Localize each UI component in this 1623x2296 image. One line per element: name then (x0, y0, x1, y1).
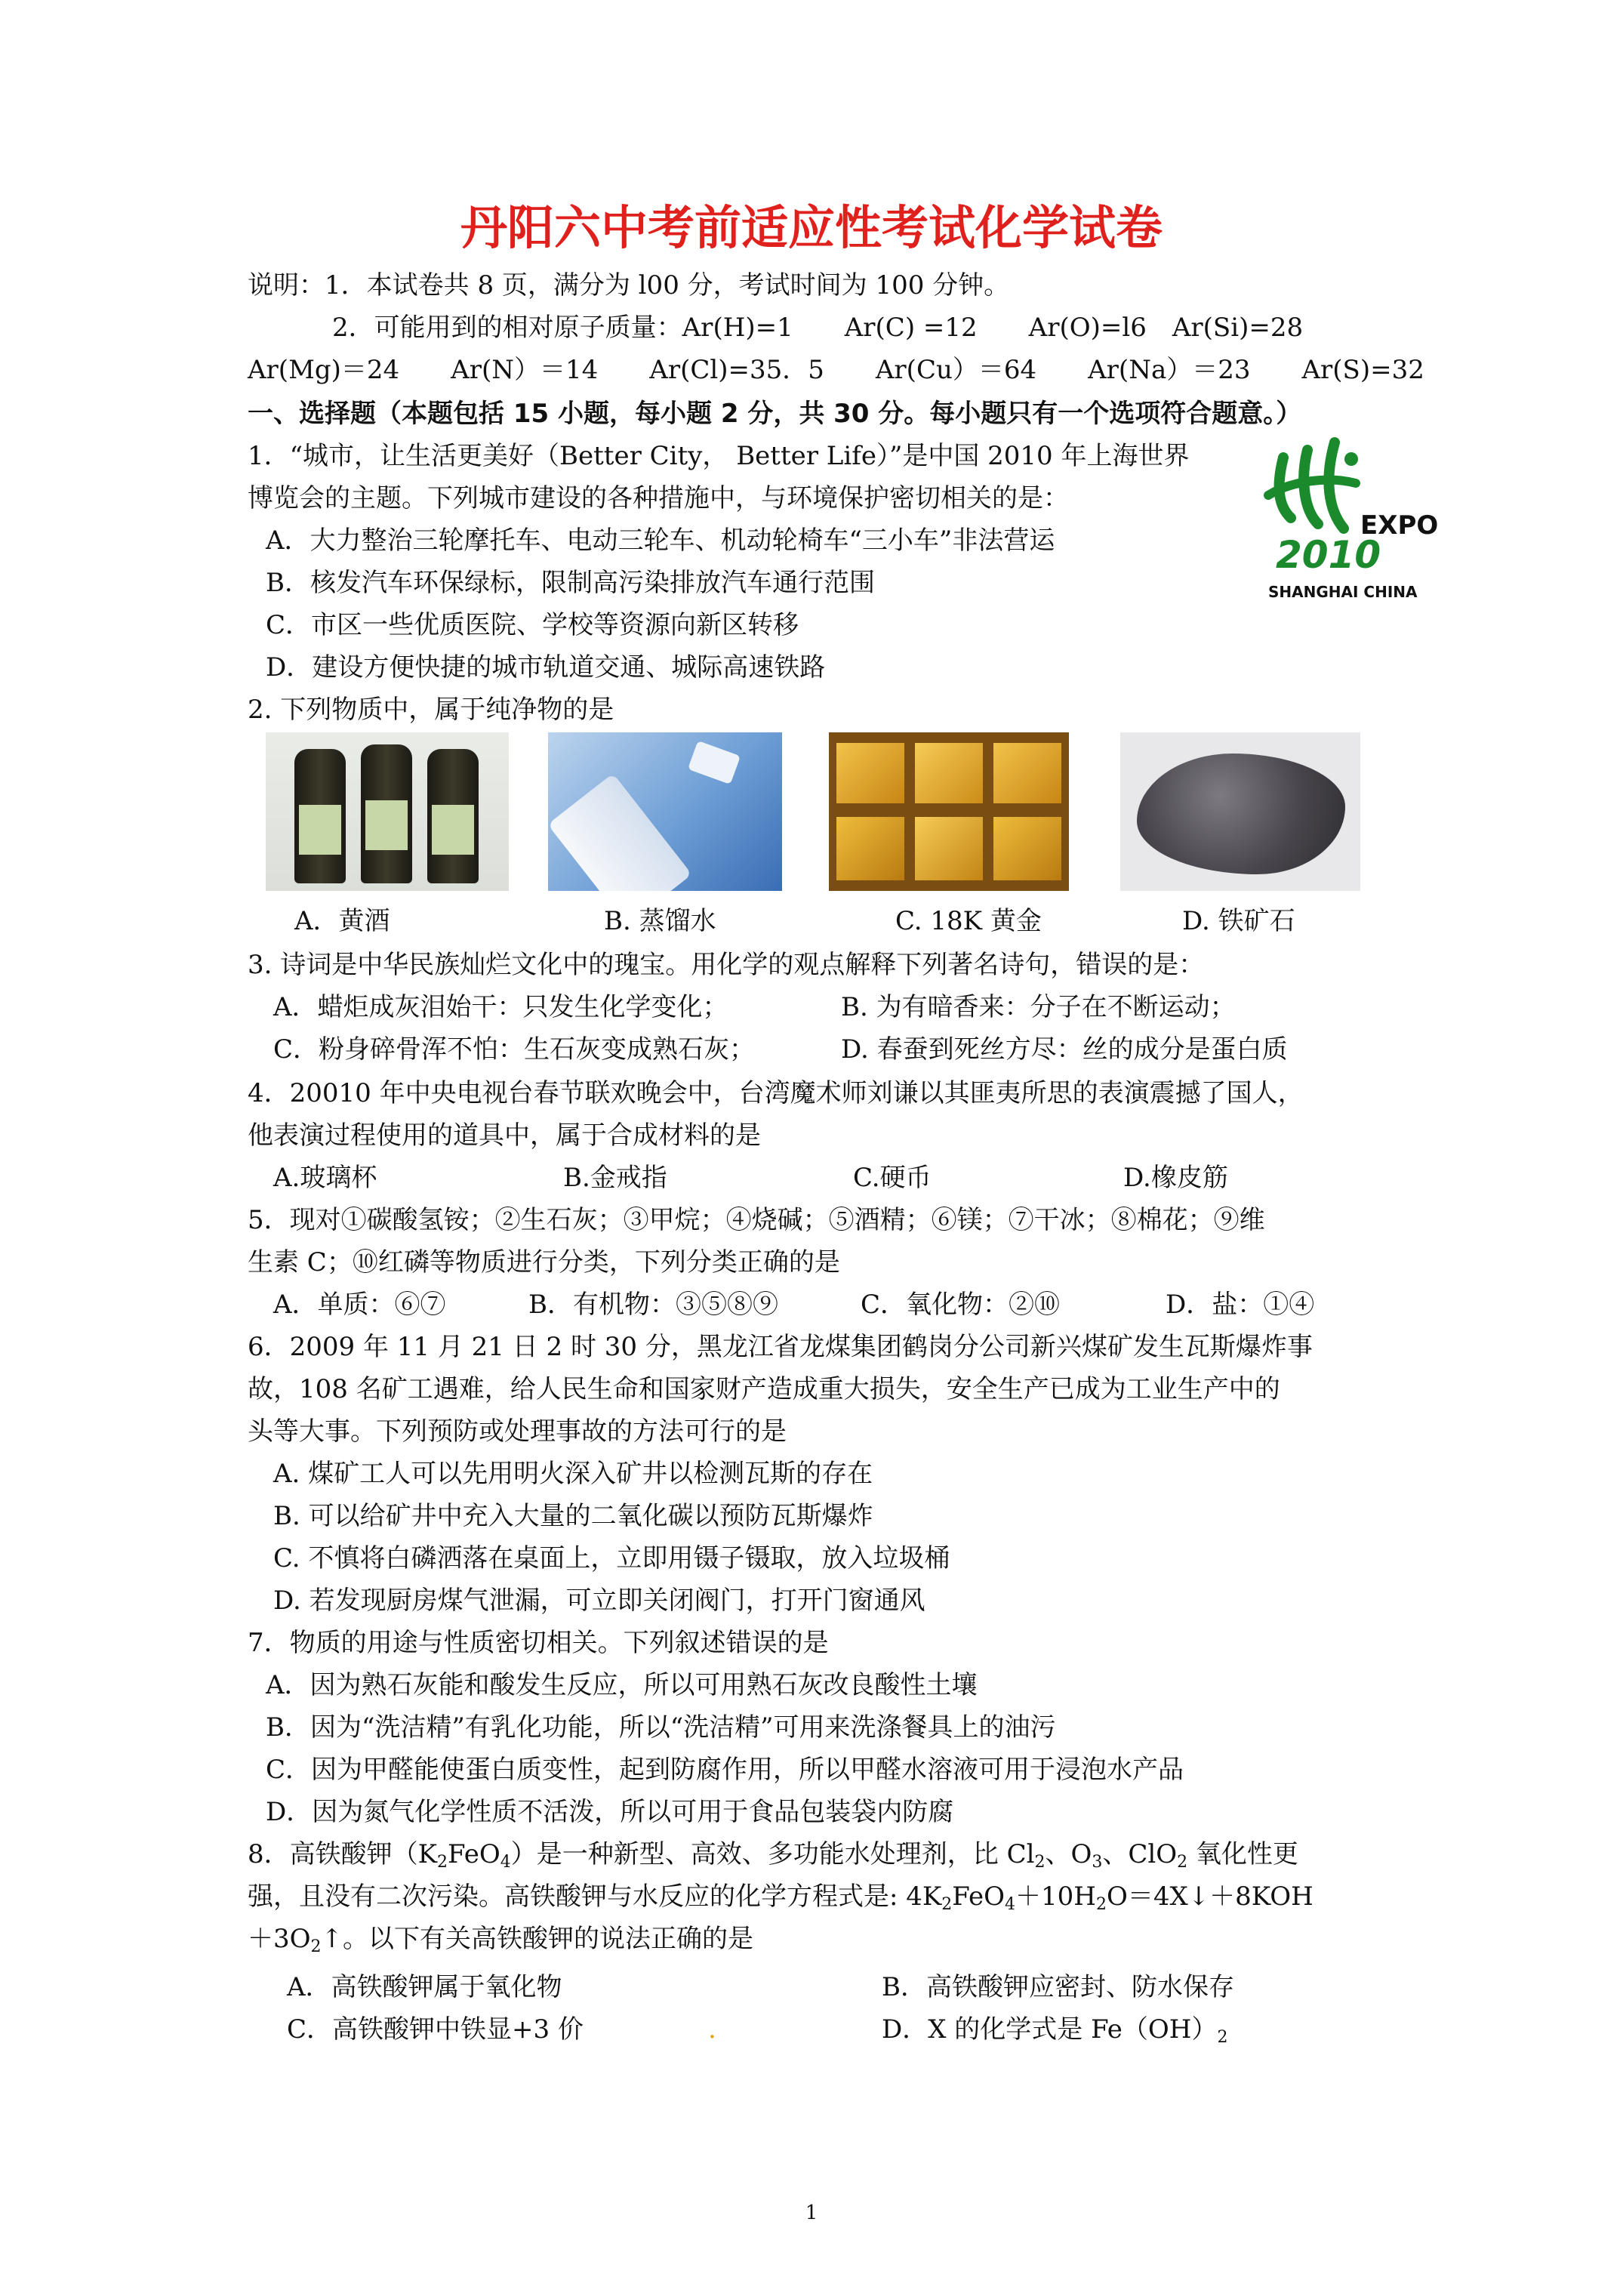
q2-option-b: B. 蒸馏水 (604, 906, 716, 936)
q3-option-b: B. 为有暗香来：分子在不断运动； (841, 992, 1236, 1022)
distilled-water-photo (548, 732, 782, 891)
q5-option-c: C．氧化物：②⑩ (861, 1290, 1061, 1320)
stray-dot: . (708, 2014, 716, 2045)
q7-option-b: B．因为“洗洁精”有乳化功能，所以“洗洁精”可用来洗涤餐具上的油污 (266, 1712, 1056, 1743)
section-heading: 一、选择题（本题包括 15 小题，每小题 2 分，共 30 分。每小题只有一个选项符合题意。） (248, 399, 1302, 429)
q1-stem-line-2: 博览会的主题。下列城市建设的各种措施中，与环境保护密切相关的是： (248, 483, 1069, 513)
q7-option-d: D．因为氮气化学性质不活泼，所以可用于食品包装袋内防腐 (266, 1797, 954, 1827)
q5-option-b: B．有机物：③⑤⑧⑨ (528, 1290, 778, 1320)
q7-option-a: A．因为熟石灰能和酸发生反应，所以可用熟石灰改良酸性土壤 (266, 1670, 978, 1700)
instructions-line-1: 说明：1．本试卷共 8 页，满分为 l00 分，考试时间为 100 分钟。 (248, 270, 1010, 300)
q1-option-c: C．市区一些优质医院、学校等资源向新区转移 (266, 610, 799, 640)
q4-option-b: B.金戒指 (563, 1163, 667, 1193)
q3-option-a: A．蜡炬成灰泪始干：只发生化学变化； (273, 992, 728, 1022)
expo-logo (1262, 435, 1439, 616)
q5-option-a: A．单质：⑥⑦ (273, 1290, 446, 1320)
page-title: 丹阳六中考前适应性考试化学试卷 (460, 200, 1163, 255)
q6-option-b: B. 可以给矿井中充入大量的二氧化碳以预防瓦斯爆炸 (273, 1501, 873, 1531)
q4-option-c: C.硬币 (853, 1163, 932, 1193)
q1-stem-line-1: 1．“城市，让生活更美好（Better City， Better Life）”是中国 2010 年上海世界 (248, 441, 1190, 471)
expo-logo-year: 2010 (1276, 533, 1381, 577)
instructions-line-2: 2．可能用到的相对原子质量：Ar(H)=1 Ar(C) =12 Ar(O)=l6 Ar(Si)=28 (332, 313, 1304, 343)
iron-ore-photo (1120, 732, 1360, 891)
q3-option-c: C．粉身碎骨浑不怕：生石灰变成熟石灰； (273, 1034, 756, 1065)
q6-stem-line-2: 故，108 名矿工遇难，给人民生命和国家财产造成重大损失，安全生产已成为工业生产中的 (248, 1374, 1280, 1404)
q4-option-d: D.橡皮筋 (1123, 1163, 1228, 1193)
q6-stem-line-1: 6．2009 年 11 月 21 日 2 时 30 分，黑龙江省龙煤集团鹤岗分公司新兴煤矿发生瓦斯爆炸事 (248, 1332, 1313, 1362)
expo-logo-text: EXPO (1360, 510, 1439, 541)
q6-option-d: D. 若发现厨房煤气泄漏，可立即关闭阀门，打开门窗通风 (273, 1586, 925, 1616)
q3-stem: 3. 诗词是中华民族灿烂文化中的瑰宝。用化学的观点解释下列著名诗句，错误的是： (248, 950, 1205, 980)
q8-stem-line-1: 8．高铁酸钾$(K_2FeO_4)$是一种新型、高效、多功能水处理剂，比 $Cl_2$、$O_3$、ClO$_2$ 氧化性更 (248, 1839, 1298, 1872)
q8-option-b: B．高铁酸钾应密封、防水保存 (882, 1972, 1234, 2002)
q8-option-d: D．X 的化学式是 $Fe(OH)_2$ (882, 2014, 1228, 2047)
q8-stem-line-2: 强，且没有二次污染。高铁酸钾与水反应的化学方程式是: $4K_2FeO_4+10H_2O=4X↓+8KOH$ (248, 1881, 1313, 1914)
q5-option-d: D．盐：①④ (1166, 1290, 1315, 1320)
q1-option-b: B．核发汽车环保绿标，限制高污染排放汽车通行范围 (266, 568, 875, 598)
q6-option-a: A. 煤矿工人可以先用明火深入矿井以检测瓦斯的存在 (273, 1459, 873, 1489)
q2-option-d: D. 铁矿石 (1182, 906, 1295, 936)
q8-option-a: A．高铁酸钾属于氧化物 (287, 1972, 562, 2002)
q4-stem-line-1: 4．20010 年中央电视台春节联欢晚会中，台湾魔术师刘谦以其匪夷所思的表演震撼了国人， (248, 1078, 1304, 1108)
q1-option-a: A．大力整治三轮摩托车、电动三轮车、机动轮椅车“三小车”非法营运 (266, 525, 1055, 556)
q4-option-a: A.玻璃杯 (273, 1163, 377, 1193)
q3-option-d: D. 春蚕到死丝方尽：丝的成分是蛋白质 (841, 1034, 1288, 1065)
q4-stem-line-2: 他表演过程使用的道具中，属于合成材料的是 (248, 1120, 761, 1151)
q5-stem-line-1: 5．现对①碳酸氢铵；②生石灰；③甲烷；④烧碱；⑤酒精；⑥镁；⑦干冰；⑧棉花；⑨维 (248, 1205, 1265, 1235)
q6-stem-line-3: 头等大事。下列预防或处理事故的方法可行的是 (248, 1416, 787, 1447)
gold-bars-photo (829, 732, 1069, 891)
q6-option-c: C. 不慎将白磷洒落在桌面上，立即用镊子镊取，放入垃圾桶 (273, 1543, 950, 1573)
instructions-line-3: Ar(Mg)＝24 Ar(N）＝14 Ar(Cl)=35．5 Ar(Cu）＝64 Ar(Na）＝23 Ar(S)=32 (248, 355, 1424, 385)
q1-option-d: D．建设方便快捷的城市轨道交通、城际高速铁路 (266, 652, 826, 683)
q2-option-a: A．黄酒 (294, 906, 390, 936)
yellow-wine-photo (266, 732, 509, 891)
q8-option-c: C．高铁酸钾中铁显+3 价 (287, 2014, 584, 2045)
expo-logo-subtitle: SHANGHAI CHINA (1268, 583, 1418, 601)
q2-stem: 2. 下列物质中，属于纯净物的是 (248, 695, 614, 725)
q2-option-c: C. 18K 黄金 (895, 906, 1042, 936)
q7-option-c: C．因为甲醛能使蛋白质变性，起到防腐作用，所以甲醛水溶液可用于浸泡水产品 (266, 1755, 1184, 1785)
page-number: 1 (805, 2202, 818, 2224)
q8-stem-line-3: $+3O_2↑$。以下有关高铁酸钾的说法正确的是 (248, 1924, 754, 1956)
q7-stem: 7．物质的用途与性质密切相关。下列叙述错误的是 (248, 1628, 829, 1658)
q5-stem-line-2: 生素 C；⑩红磷等物质进行分类，下列分类正确的是 (248, 1247, 840, 1277)
